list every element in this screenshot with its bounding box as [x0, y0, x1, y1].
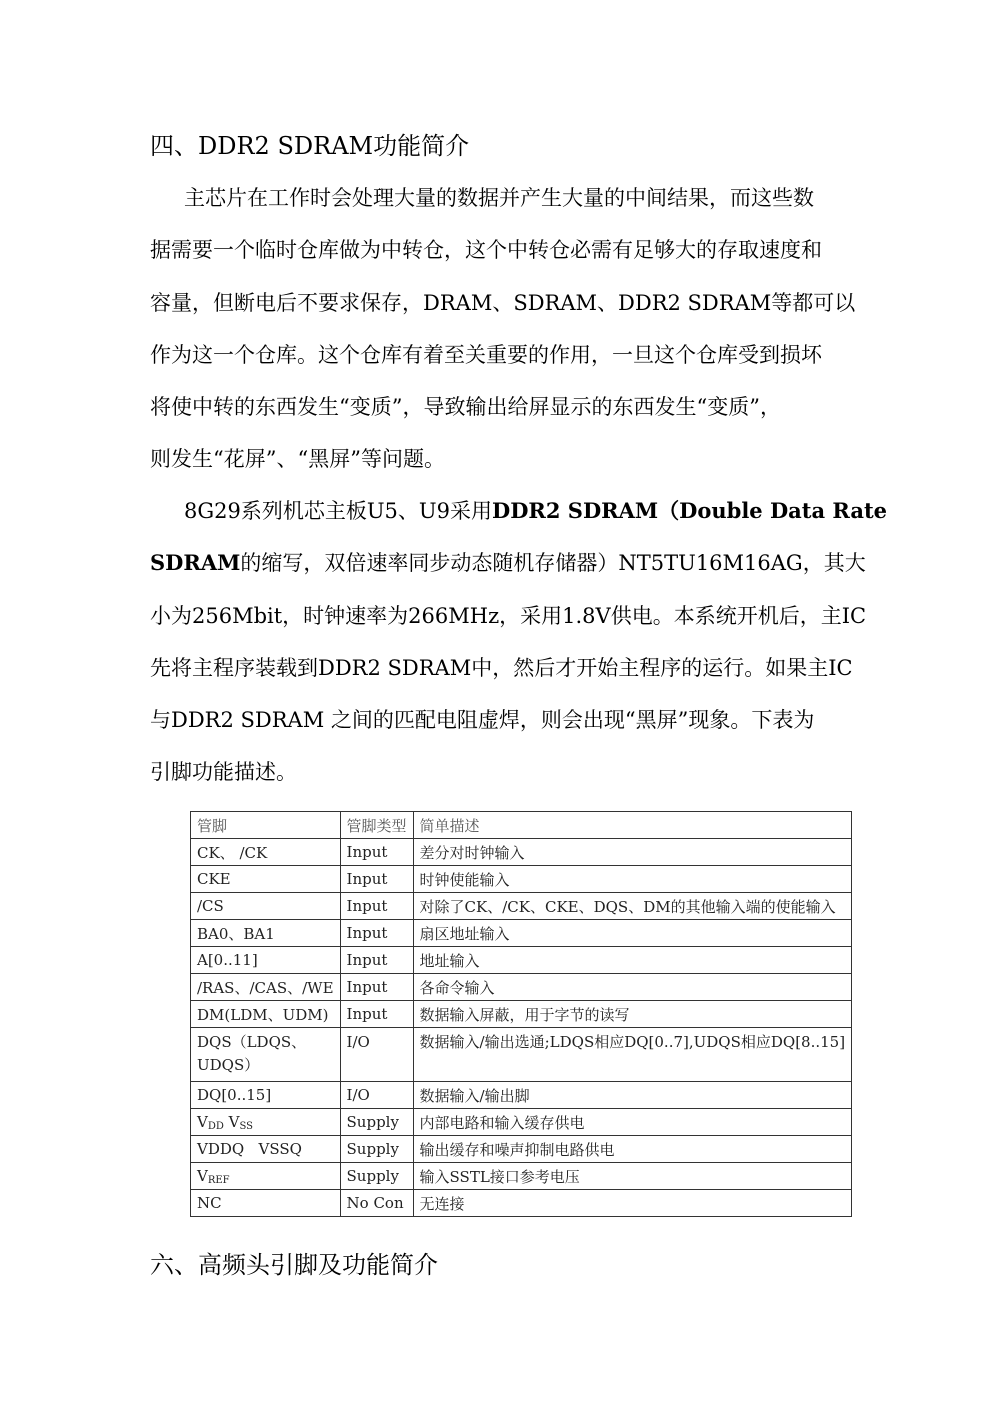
- pin-cell: CK、 /CK: [191, 839, 341, 866]
- pin-cell: DQS（LDQS、UDQS）: [191, 1028, 341, 1082]
- desc-cell: 差分对时钟输入: [413, 839, 852, 866]
- type-cell: I/O: [340, 1082, 413, 1109]
- desc-cell: 各命令输入: [413, 974, 852, 1001]
- section-4-heading: 四、DDR2 SDRAM功能简介: [150, 132, 470, 160]
- bold-text-run: SDRAM: [150, 550, 241, 576]
- pin-subscript: REF: [207, 1174, 230, 1186]
- section-6-heading: 六、高频头引脚及功能简介: [150, 1251, 438, 1279]
- pin-name-part: V: [197, 1166, 208, 1185]
- pin-cell: /CS: [191, 893, 341, 920]
- pin-name-part: V: [197, 1112, 208, 1131]
- table-row: [191, 920, 852, 947]
- type-cell: Supply: [340, 1109, 413, 1136]
- type-cell: Input: [340, 893, 413, 920]
- table-row: [191, 974, 852, 1001]
- table-row: [191, 893, 852, 920]
- pin-subscript: SS: [239, 1120, 254, 1132]
- type-cell: No Con: [340, 1190, 413, 1217]
- paragraph-ddr2-intro: [150, 172, 856, 486]
- desc-cell: 扇区地址输入: [413, 920, 852, 947]
- table-row: [191, 1190, 852, 1217]
- desc-cell: 输出缓存和噪声抑制电路供电: [413, 1136, 852, 1163]
- table-row: [191, 1136, 852, 1163]
- pin-cell: NC: [191, 1190, 341, 1217]
- text-run: 8G29系列机芯主板U5、U9采用: [184, 499, 492, 523]
- pin-cell: DQ[0..15]: [191, 1082, 341, 1109]
- table-row: [191, 1163, 852, 1190]
- pin-cell: DM(LDM、UDM): [191, 1001, 341, 1028]
- paragraph-line: 小为256Mbit，时钟速率为266MHz，采用1.8V供电。本系统开机后，主IC: [150, 603, 867, 628]
- type-cell: Input: [340, 1001, 413, 1028]
- paragraph-line: 主芯片在工作时会处理大量的数据并产生大量的中间结果，而这些数: [184, 186, 814, 210]
- table-row: [191, 1109, 852, 1136]
- desc-cell: 地址输入: [413, 947, 852, 974]
- pin-cell: VDDQ VSSQ: [191, 1136, 341, 1163]
- paragraph-ddr2-usage: [150, 485, 888, 799]
- pin-cell: BA0、BA1: [191, 920, 341, 947]
- paragraph-line: 则发生“花屏”、“黑屏”等问题。: [150, 447, 445, 472]
- table-row: [191, 1001, 852, 1028]
- table-row: [191, 866, 852, 893]
- desc-cell: 对除了CK、/CK、CKE、DQS、DM的其他输入端的使能输入: [413, 893, 852, 920]
- text-run: 的缩写，双倍速率同步动态随机存储器）NT5TU16M16AG，其大: [240, 551, 866, 576]
- desc-cell: 数据输入/输出选通;LDQS相应DQ[0..7],UDQS相应DQ[8..15]: [413, 1028, 852, 1082]
- header-description: 简单描述: [413, 812, 852, 839]
- pin-function-table: [190, 811, 852, 1217]
- type-cell: Supply: [340, 1136, 413, 1163]
- paragraph-line: [150, 485, 888, 537]
- paragraph-line: 先将主程序装载到DDR2 SDRAM中，然后才开始主程序的运行。如果主IC: [150, 655, 853, 680]
- pin-subscript: DD: [207, 1120, 224, 1132]
- paragraph-line: 作为这一个仓库。这个仓库有着至关重要的作用，一旦这个仓库受到损坏: [150, 342, 822, 367]
- pin-cell: [191, 1163, 341, 1190]
- table-row: [191, 1082, 852, 1109]
- table-row: [191, 947, 852, 974]
- type-cell: Input: [340, 866, 413, 893]
- pin-cell: [191, 1109, 341, 1136]
- pin-name-part: V: [223, 1112, 240, 1131]
- table-header-row: [191, 812, 852, 839]
- desc-cell: 时钟使能输入: [413, 866, 852, 893]
- desc-cell: 输入SSTL接口参考电压: [413, 1163, 852, 1190]
- type-cell: Input: [340, 920, 413, 947]
- type-cell: Input: [340, 947, 413, 974]
- desc-cell: 内部电路和输入缓存供电: [413, 1109, 852, 1136]
- type-cell: Supply: [340, 1163, 413, 1190]
- paragraph-line: [150, 537, 866, 589]
- pin-cell: /RAS、/CAS、/WE: [191, 974, 341, 1001]
- type-cell: Input: [340, 974, 413, 1001]
- table-row: [191, 1028, 852, 1082]
- pin-cell: CKE: [191, 866, 341, 893]
- desc-cell: 数据输入/输出脚: [413, 1082, 852, 1109]
- type-cell: I/O: [340, 1028, 413, 1082]
- paragraph-line: 据需要一个临时仓库做为中转仓，这个中转仓必需有足够大的存取速度和: [150, 238, 822, 263]
- pin-cell: A[0..11]: [191, 947, 341, 974]
- paragraph-line: 将使中转的东西发生“变质”，导致输出给屏显示的东西发生“变质”，: [150, 395, 781, 420]
- paragraph-line: 引脚功能描述。: [150, 760, 297, 785]
- header-pin: 管脚: [191, 812, 341, 839]
- bold-text-run: DDR2 SDRAM（Double Data Rate: [491, 498, 888, 523]
- table-row: [191, 839, 852, 866]
- type-cell: Input: [340, 839, 413, 866]
- paragraph-line: 容量，但断电后不要求保存，DRAM、SDRAM、DDR2 SDRAM等都可以: [150, 290, 856, 315]
- paragraph-line: 与DDR2 SDRAM 之间的匹配电阻虚焊，则会出现“黑屏”现象。下表为: [150, 708, 815, 733]
- desc-cell: 无连接: [413, 1190, 852, 1217]
- header-pin-type: 管脚类型: [340, 812, 413, 839]
- desc-cell: 数据输入屏蔽，用于字节的读写: [413, 1001, 852, 1028]
